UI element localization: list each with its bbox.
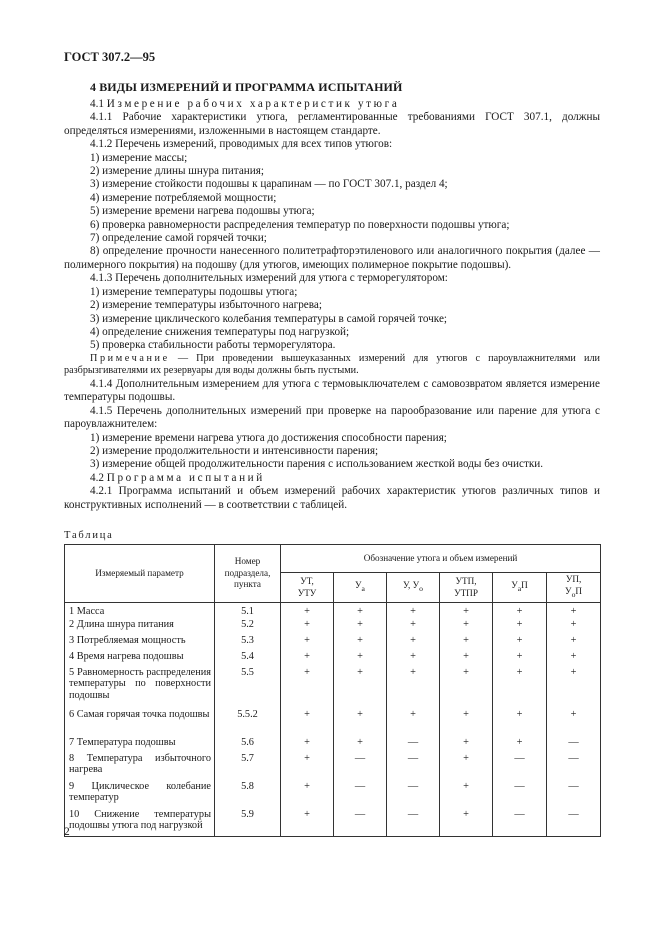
list-item: 7) определение самой горячей точки; xyxy=(90,232,267,245)
mark-cell: + xyxy=(547,651,601,667)
parameter-cell: 1 Масса xyxy=(65,603,215,619)
mark-cell: + xyxy=(440,635,493,651)
mark-cell: — xyxy=(334,781,387,809)
mark-cell: + xyxy=(547,667,601,709)
mark-cell: + xyxy=(547,709,601,737)
list-item: 1) измерение температуры подошвы утюга; xyxy=(90,285,298,298)
mark-cell: + xyxy=(281,737,334,753)
list-item: 2) измерение температуры избыточного нагрева; xyxy=(90,299,322,312)
mark-cell: — xyxy=(547,737,601,753)
mark-cell: + xyxy=(440,667,493,709)
mark-cell: — xyxy=(387,737,440,753)
header-type-ut: УТ, УТУ xyxy=(281,573,334,603)
list-item: 5) измерение времени нагрева подошвы утюга; xyxy=(90,205,315,218)
mark-cell: — xyxy=(334,753,387,781)
mark-cell: + xyxy=(281,753,334,781)
list-item: 3) измерение общей продолжительности парения с использованием жесткой воды без очистки. xyxy=(90,458,544,471)
table-row xyxy=(65,753,601,781)
paragraph-4-1-3: 4.1.3 Перечень дополнительных измерений для утюга с терморегулятором: xyxy=(90,272,448,285)
mark-cell: + xyxy=(440,781,493,809)
mark-cell: — xyxy=(493,753,547,781)
section-cell: 5.1 xyxy=(215,603,281,619)
section-title: 4 ВИДЫ ИЗМЕРЕНИЙ И ПРОГРАММА ИСПЫТАНИЙ xyxy=(90,80,403,94)
mark-cell: + xyxy=(493,635,547,651)
header-type-group: Обозначение утюга и объем измерений xyxy=(281,545,601,573)
mark-cell: + xyxy=(334,709,387,737)
list-item: 8) определение прочности нанесенного политетрафторэтиленового или аналогичного покрытия (далее — полимерного покрытия) на подошву (для утюгов, имеющих полимерное покрытие подошвы). xyxy=(64,245,600,271)
mark-cell: + xyxy=(440,619,493,635)
mark-cell: — xyxy=(547,809,601,837)
parameter-cell: 4 Время нагрева подошвы xyxy=(65,651,215,667)
section-cell: 5.7 xyxy=(215,753,281,781)
parameter-cell: 5 Равномерность распределения температуры по поверхности подошвы xyxy=(65,667,215,709)
document-id: ГОСТ 307.2—95 xyxy=(64,50,156,64)
mark-cell: + xyxy=(493,651,547,667)
table-row xyxy=(65,651,601,667)
mark-cell: + xyxy=(281,603,334,619)
mark-cell: + xyxy=(440,709,493,737)
note xyxy=(64,353,600,378)
mark-cell: + xyxy=(493,709,547,737)
header-type-utp: УТП, УТПР xyxy=(440,573,493,603)
section-cell: 5.3 xyxy=(215,635,281,651)
subsection-4-2 xyxy=(64,472,600,485)
document-body xyxy=(64,98,600,512)
mark-cell: + xyxy=(334,737,387,753)
mark-cell: + xyxy=(281,667,334,709)
paragraph-4-2-1: 4.2.1 Программа испытаний и объем измерений рабочих характеристик утюгов различных типов и конструктивных исполнений — в соответствии с таблицей. xyxy=(64,485,600,511)
mark-cell: + xyxy=(281,619,334,635)
mark-cell: — xyxy=(547,781,601,809)
section-cell: 5.4 xyxy=(215,651,281,667)
mark-cell: + xyxy=(387,635,440,651)
list-item: 4) измерение потребляемой мощности; xyxy=(90,191,277,204)
mark-cell: — xyxy=(387,781,440,809)
mark-cell: + xyxy=(281,809,334,837)
mark-cell: + xyxy=(281,709,334,737)
paragraph-4-1-2: 4.1.2 Перечень измерений, проводимых для всех типов утюгов: xyxy=(90,138,393,151)
list-item: 5) проверка стабильности работы терморегулятора. xyxy=(90,339,336,352)
mark-cell: + xyxy=(493,737,547,753)
mark-cell: + xyxy=(387,667,440,709)
parameter-cell: 10 Снижение температуры подошвы утюга под нагрузкой xyxy=(65,809,215,837)
parameter-cell: 6 Самая горячая точка подошвы xyxy=(65,709,215,737)
paragraph-4-1-5: 4.1.5 Перечень дополнительных измерений при проверке на парообразование или парение для утюга с пароувлажнителем: xyxy=(64,404,600,431)
header-type-uap: $У_аП$ xyxy=(493,573,547,603)
subsection-title: Программа испытаний xyxy=(106,471,265,484)
parameter-cell: 2 Длина шнура питания xyxy=(65,619,215,635)
section-cell: 5.5 xyxy=(215,667,281,709)
section-cell: 5.5.2 xyxy=(215,709,281,737)
mark-cell: + xyxy=(281,651,334,667)
page-number: 2 xyxy=(64,826,70,838)
header-type-up: УП, $У_оП$ xyxy=(547,573,601,603)
mark-cell: + xyxy=(334,667,387,709)
mark-cell: + xyxy=(334,619,387,635)
table-row xyxy=(65,781,601,809)
table-row xyxy=(65,809,601,837)
mark-cell: + xyxy=(440,809,493,837)
paragraph-4-1-1: 4.1.1 Рабочие характеристики утюга, регламентированные требованиями ГОСТ 307.1, должны определяться измерениями, изложенными в настоящем стандарте. xyxy=(64,111,600,137)
mark-cell: + xyxy=(440,651,493,667)
mark-cell: + xyxy=(547,619,601,635)
measurement-program-table xyxy=(64,544,601,837)
mark-cell: + xyxy=(440,603,493,619)
table-body xyxy=(65,603,601,837)
mark-cell: + xyxy=(547,635,601,651)
mark-cell: + xyxy=(281,781,334,809)
list-item: 3) измерение циклического колебания температуры в самой горячей точке; xyxy=(90,312,448,325)
list-item: 1) измерение времени нагрева утюга до достижения способности парения; xyxy=(90,431,447,444)
mark-cell: + xyxy=(334,603,387,619)
mark-cell: + xyxy=(493,667,547,709)
subsection-4-1 xyxy=(64,98,600,111)
mark-cell: + xyxy=(493,619,547,635)
list-item: 1) измерение массы; xyxy=(90,151,188,164)
section-cell: 5.9 xyxy=(215,809,281,837)
mark-cell: + xyxy=(387,603,440,619)
parameter-cell: 3 Потребляемая мощность xyxy=(65,635,215,651)
mark-cell: — xyxy=(387,809,440,837)
note-label: Примечание xyxy=(90,352,170,364)
header-section-number: Номер подраздела, пункта xyxy=(215,545,281,603)
list-item: 3) измерение стойкости подошвы к царапинам — по ГОСТ 307.1, раздел 4; xyxy=(90,178,448,191)
section-cell: 5.2 xyxy=(215,619,281,635)
mark-cell: — xyxy=(493,809,547,837)
list-item: 2) измерение продолжительности и интенсивности парения; xyxy=(90,444,379,457)
mark-cell: + xyxy=(440,737,493,753)
header-type-u-uo: У, $У_о$ xyxy=(387,573,440,603)
table-label: Таблица xyxy=(64,530,114,541)
mark-cell: + xyxy=(493,603,547,619)
header-type-ua: $У_а$ xyxy=(334,573,387,603)
parameter-cell: 7 Температура подошвы xyxy=(65,737,215,753)
section-cell: 5.8 xyxy=(215,781,281,809)
list-item: 6) проверка равномерности распределения температур по поверхности подошвы утюга; xyxy=(90,218,510,231)
parameter-cell: 9 Циклическое колебание температур xyxy=(65,781,215,809)
table-row xyxy=(65,635,601,651)
mark-cell: — xyxy=(334,809,387,837)
list-item: 4) определение снижения температуры под нагрузкой; xyxy=(90,325,350,338)
mark-cell: + xyxy=(281,635,334,651)
subsection-title: Измерение рабочих характеристик утюга xyxy=(106,98,400,110)
mark-cell: + xyxy=(547,603,601,619)
table-row xyxy=(65,603,601,619)
mark-cell: — xyxy=(547,753,601,781)
mark-cell: + xyxy=(387,651,440,667)
mark-cell: + xyxy=(334,635,387,651)
subsection-number: 4.2 xyxy=(90,471,107,484)
note-text: — При проведении вышеуказанных измерений для утюгов с пароувлажнителями или разбрызгивателями их резервуары для воды должны быть пустыми. xyxy=(64,352,600,377)
table-row xyxy=(65,737,601,753)
section-cell: 5.6 xyxy=(215,737,281,753)
parameter-cell: 8 Температура избыточного нагрева xyxy=(65,753,215,781)
mark-cell: — xyxy=(387,753,440,781)
mark-cell: + xyxy=(334,651,387,667)
mark-cell: + xyxy=(440,753,493,781)
table-row xyxy=(65,667,601,709)
mark-cell: — xyxy=(493,781,547,809)
header-parameter: Измеряемый параметр xyxy=(65,545,215,603)
paragraph-4-1-4: 4.1.4 Дополнительным измерением для утюга с термовыключателем с самовозвратом является измерение температуры подошвы. xyxy=(64,377,600,404)
list-item: 2) измерение длины шнура питания; xyxy=(90,165,265,178)
mark-cell: + xyxy=(387,619,440,635)
subsection-number: 4.1 xyxy=(90,98,107,110)
table-row xyxy=(65,709,601,737)
mark-cell: + xyxy=(387,709,440,737)
table-row xyxy=(65,619,601,635)
